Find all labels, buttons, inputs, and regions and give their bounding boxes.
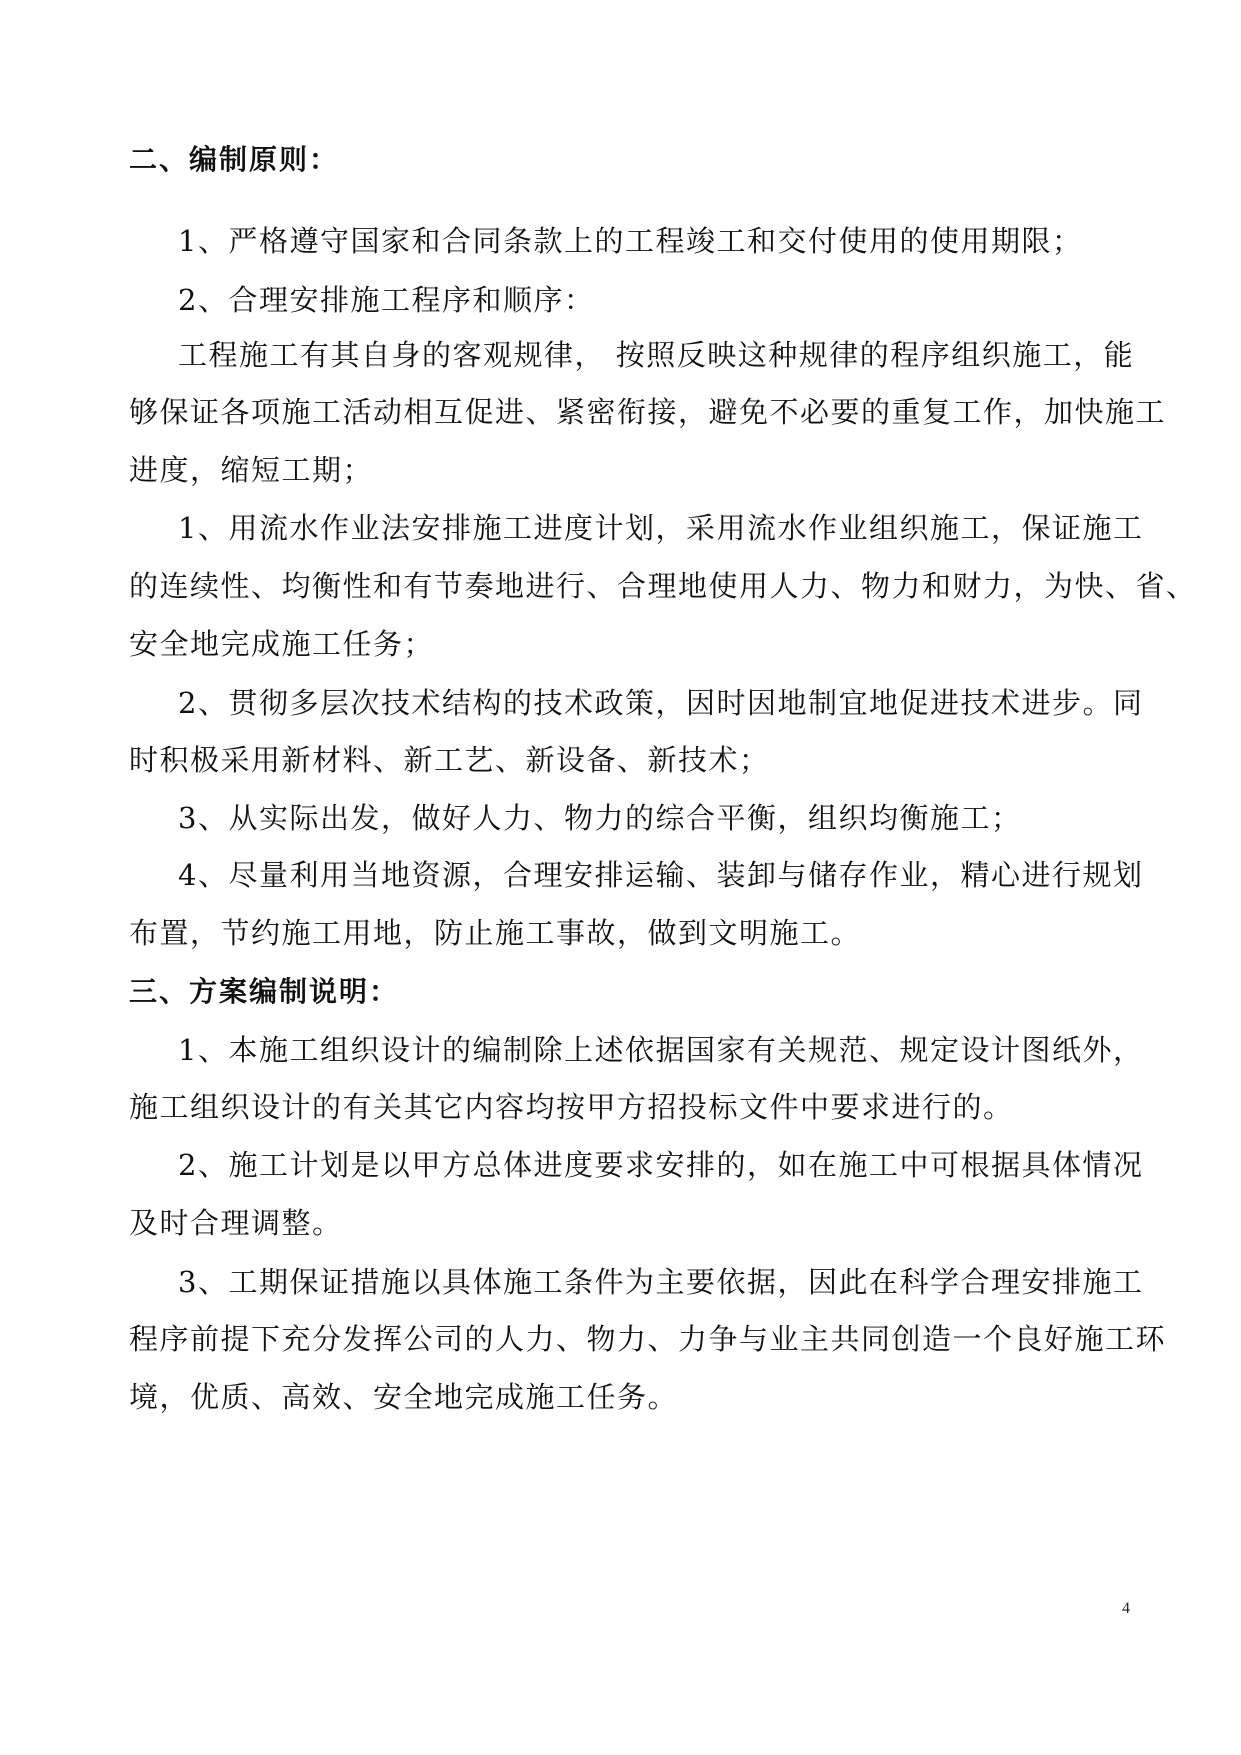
paragraph-line: 进度，缩短工期； <box>129 453 374 487</box>
paragraph-line: 及时合理调整。 <box>129 1206 343 1240</box>
paragraph-line: 2、施工计划是以甲方总体进度要求安排的，如在施工中可根据具体情况 <box>178 1148 1144 1182</box>
paragraph-line: 4、尽量利用当地资源，合理安排运输、装卸与储存作业，精心进行规划 <box>178 858 1144 892</box>
paragraph-line: 安全地完成施工任务； <box>129 627 435 661</box>
paragraph-line: 工程施工有其自身的客观规律， 按照反映这种规律的程序组织施工，能 <box>178 338 1135 372</box>
paragraph-line: 程序前提下充分发挥公司的人力、物力、力争与业主共同创造一个良好施工环 <box>129 1322 1167 1356</box>
paragraph-line: 施工组织设计的有关其它内容均按甲方招投标文件中要求进行的。 <box>129 1090 1014 1124</box>
page-number: 4 <box>1122 1600 1130 1617</box>
paragraph-line: 3、从实际出发，做好人力、物力的综合平衡，组织均衡施工； <box>178 801 1022 835</box>
section-heading: 二、编制原则： <box>129 143 340 176</box>
paragraph-line: 1、本施工组织设计的编制除上述依据国家有关规范、规定设计图纸外， <box>178 1033 1144 1067</box>
paragraph-line: 时积极采用新材料、新工艺、新设备、新技术； <box>129 743 770 777</box>
paragraph-line: 的连续性、均衡性和有节奏地进行、合理地使用人力、物力和财力，为快、省、 <box>129 569 1197 603</box>
paragraph-line: 2、合理安排施工程序和顺序： <box>178 283 595 317</box>
section-heading: 三、方案编制说明： <box>129 975 400 1008</box>
paragraph-line: 2、贯彻多层次技术结构的技术政策，因时因地制宜地促进技术进步。同 <box>178 686 1144 720</box>
paragraph-line: 1、用流水作业法安排施工进度计划，采用流水作业组织施工，保证施工 <box>178 511 1144 545</box>
paragraph-line: 布置，节约施工用地，防止施工事故，做到文明施工。 <box>129 916 862 950</box>
paragraph-line: 够保证各项施工活动相互促进、紧密衔接，避免不必要的重复工作，加快施工 <box>129 395 1167 429</box>
paragraph-line: 1、严格遵守国家和合同条款上的工程竣工和交付使用的使用期限； <box>178 224 1083 258</box>
paragraph-line: 境，优质、高效、安全地完成施工任务。 <box>129 1380 679 1414</box>
paragraph-line: 3、工期保证措施以具体施工条件为主要依据，因此在科学合理安排施工 <box>178 1265 1144 1299</box>
